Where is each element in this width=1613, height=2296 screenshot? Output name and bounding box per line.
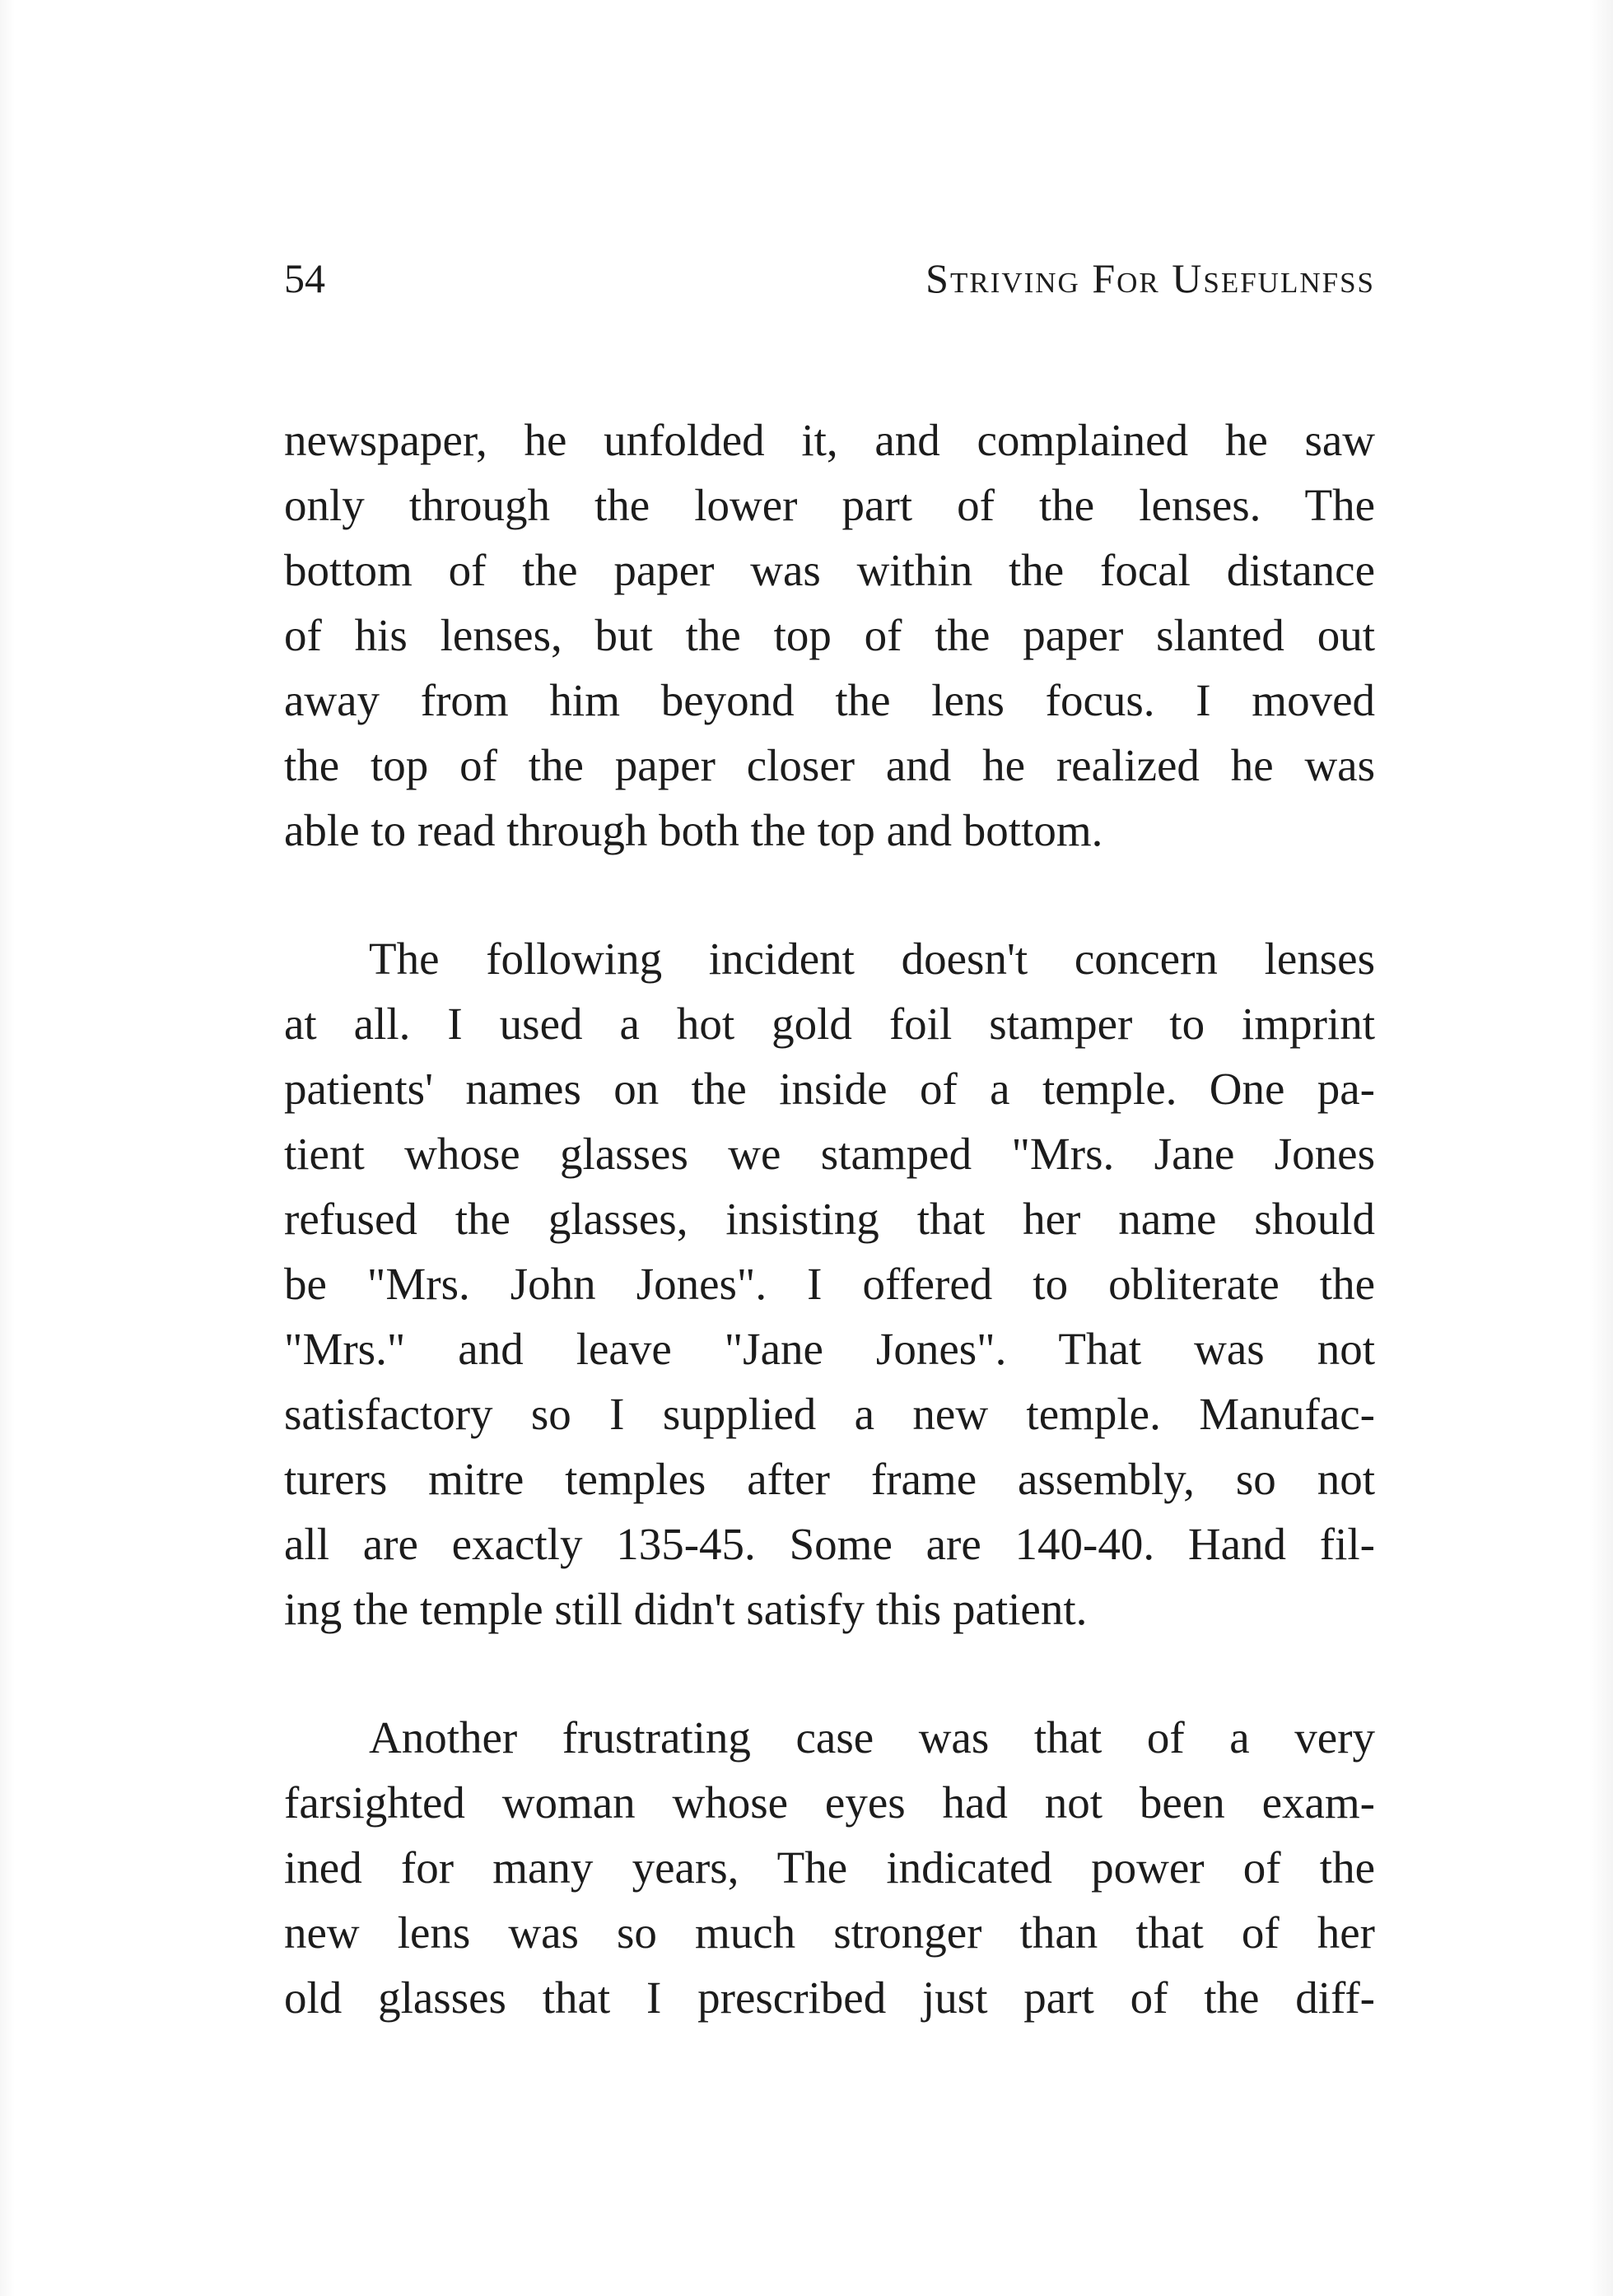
paragraph: [284, 408, 1375, 863]
text-line: farsighted woman whose eyes had not been exam-: [284, 1777, 1375, 1828]
body-text: [284, 408, 1375, 2030]
page-number: 54: [284, 255, 325, 301]
text-line: able to read through both the top and bottom.: [284, 805, 1103, 855]
paragraph-gap: [284, 1642, 1375, 1705]
text-line: turers mitre temples after frame assembly, so not: [284, 1454, 1375, 1504]
text-line: patients' names on the inside of a temple. One pa-: [284, 1064, 1375, 1114]
running-head: [284, 245, 1375, 311]
text-line: tient whose glasses we stamped "Mrs. Jane Jones: [284, 1129, 1375, 1179]
text-line: satisfactory so I supplied a new temple. Manufac-: [284, 1389, 1375, 1439]
text-line: ing the temple still didn't satisfy this patient.: [284, 1584, 1088, 1634]
running-title: Striving For Usefulnfss: [925, 255, 1375, 301]
text-line: new lens was so much stronger than that of her: [284, 1907, 1375, 1958]
text-line: "Mrs." and leave "Jane Jones". That was not: [284, 1324, 1375, 1374]
paragraph: [284, 1705, 1375, 2030]
text-line: only through the lower part of the lenses. The: [284, 480, 1375, 530]
text-line: at all. I used a hot gold foil stamper to imprint: [284, 999, 1375, 1049]
paragraph: [284, 926, 1375, 1642]
text-line: old glasses that I prescribed just part of the diff-: [284, 1972, 1375, 2023]
text-line: The following incident doesn't concern lenses: [369, 934, 1375, 984]
paragraph-gap: [284, 863, 1375, 926]
text-line: the top of the paper closer and he realized he was: [284, 740, 1375, 790]
text-line: all are exactly 135-45. Some are 140-40. Hand fil-: [284, 1519, 1375, 1569]
text-line: refused the glasses, insisting that her name should: [284, 1194, 1375, 1244]
text-line: be "Mrs. John Jones". I offered to obliterate the: [284, 1259, 1375, 1309]
text-line: ined for many years, The indicated power of the: [284, 1842, 1375, 1893]
text-line: bottom of the paper was within the focal distance: [284, 545, 1375, 595]
text-line: of his lenses, but the top of the paper slanted out: [284, 610, 1375, 660]
text-line: Another frustrating case was that of a very: [369, 1712, 1375, 1763]
text-line: away from him beyond the lens focus. I moved: [284, 675, 1375, 725]
text-line: newspaper, he unfolded it, and complained he saw: [284, 415, 1375, 465]
